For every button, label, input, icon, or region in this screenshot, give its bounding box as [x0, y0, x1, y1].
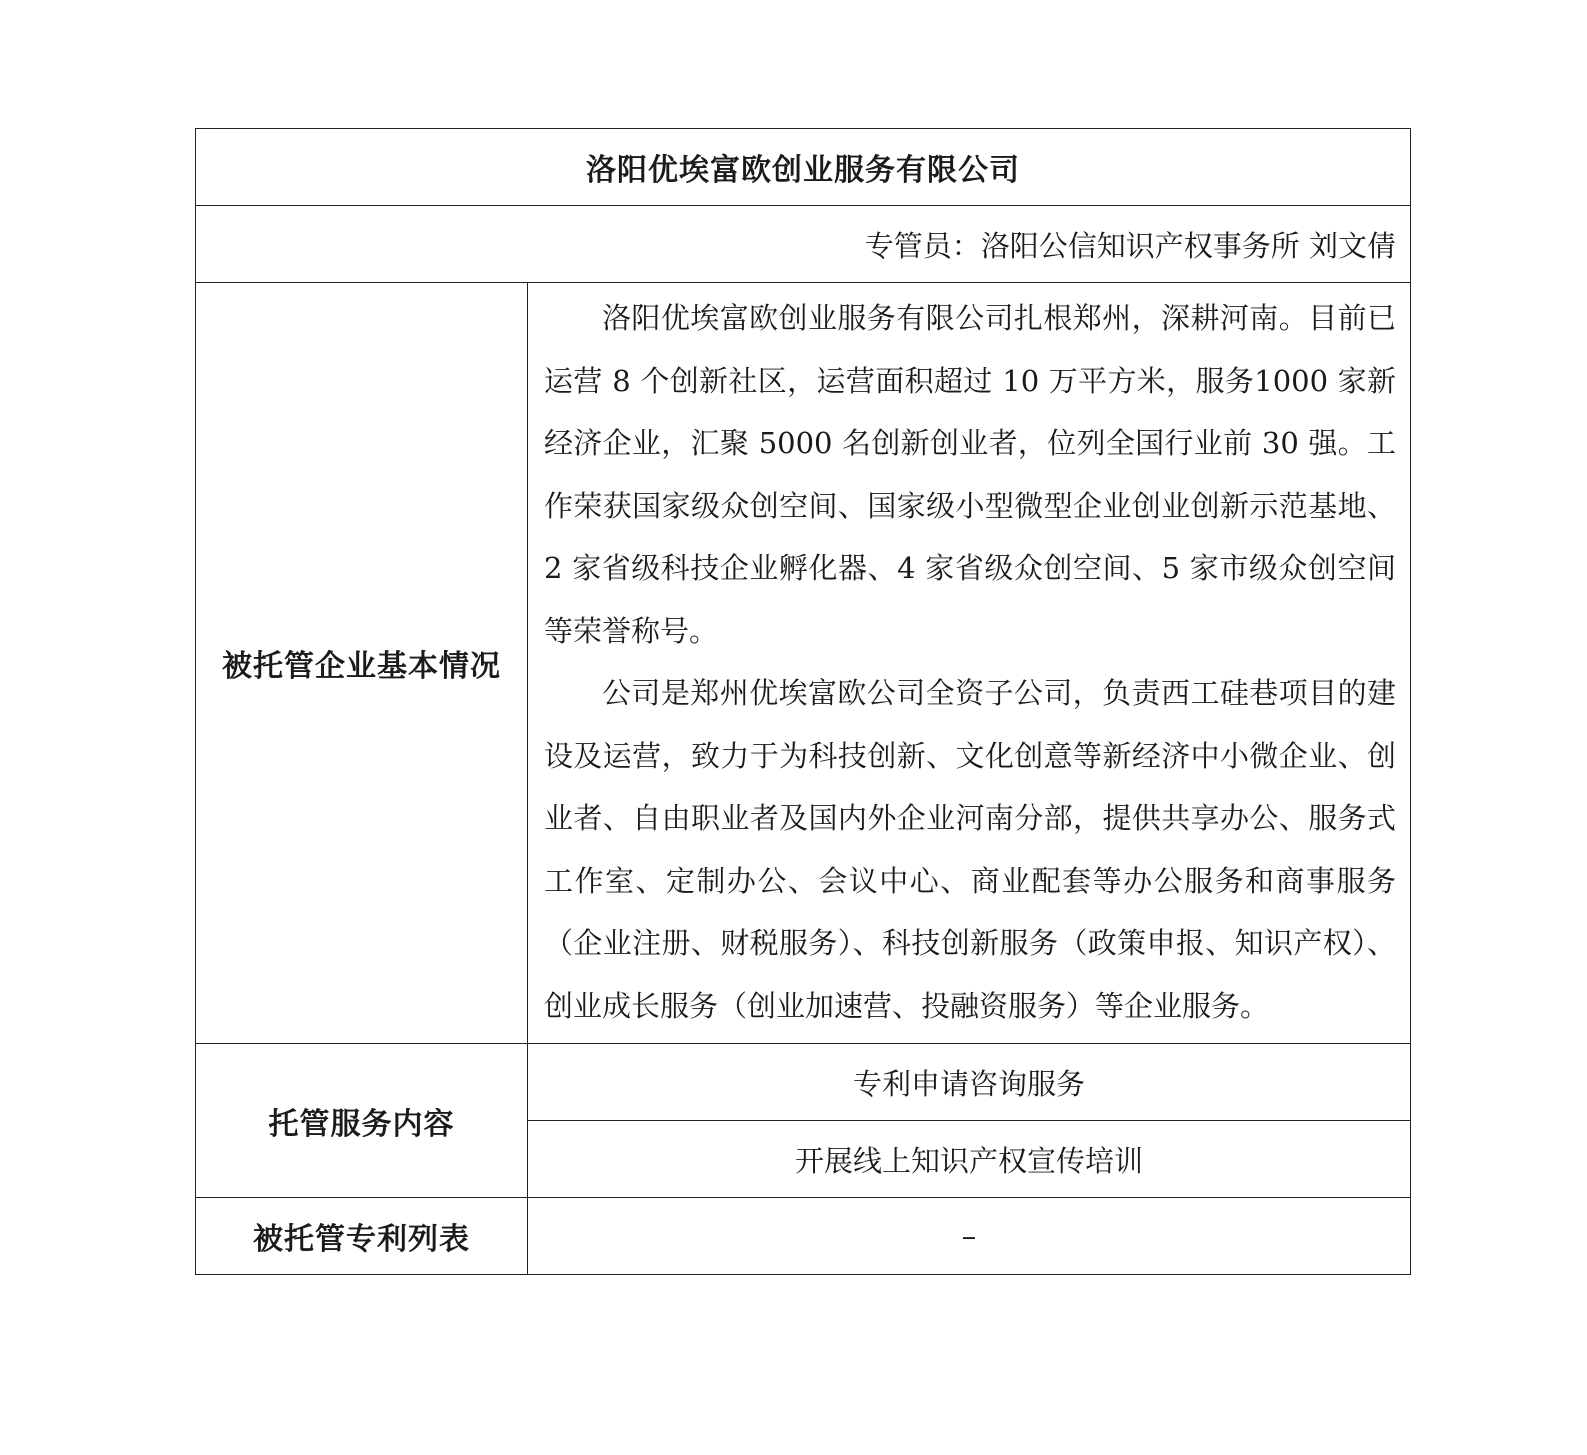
manager-row	[196, 206, 1411, 283]
services-label: 托管服务内容	[196, 1044, 528, 1198]
company-title: 洛阳优埃富欧创业服务有限公司	[196, 129, 1411, 206]
basic-info-row	[196, 283, 1411, 1044]
manager-line: 专管员：洛阳公信知识产权事务所 刘文倩	[196, 206, 1411, 283]
title-row	[196, 129, 1411, 206]
basic-info-content	[528, 283, 1411, 1044]
company-info-table	[195, 128, 1411, 1275]
patents-label: 被托管专利列表	[196, 1198, 528, 1275]
basic-info-paragraph-1: 洛阳优埃富欧创业服务有限公司扎根郑州，深耕河南。目前已运营 8 个创新社区，运营面积超过 10 万平方米，服务1000 家新经济企业，汇聚 5000 名创新创业者，位列全国行业前 30 强。工作荣获国家级众创空间、国家级小型微型企业创业创新示范基地、2 家省级科技企业孵化器、4 家省级众创空间、5 家市级众创空间等荣誉称号。	[544, 301, 1396, 648]
service-row-1	[196, 1044, 1411, 1121]
patents-value: –	[528, 1198, 1411, 1275]
patents-row	[196, 1198, 1411, 1275]
service-item-2: 开展线上知识产权宣传培训	[528, 1121, 1411, 1198]
basic-info-paragraph-2: 公司是郑州优埃富欧公司全资子公司，负责西工硅巷项目的建设及运营，致力于为科技创新、文化创意等新经济中小微企业、创业者、自由职业者及国内外企业河南分部，提供共享办公、服务式工作室、定制办公、会议中心、商业配套等办公服务和商事服务（企业注册、财税服务）、科技创新服务（政策申报、知识产权）、创业成长服务（创业加速营、投融资服务）等企业服务。	[544, 676, 1396, 1023]
basic-info-label: 被托管企业基本情况	[196, 283, 528, 1044]
service-item-1: 专利申请咨询服务	[528, 1044, 1411, 1121]
